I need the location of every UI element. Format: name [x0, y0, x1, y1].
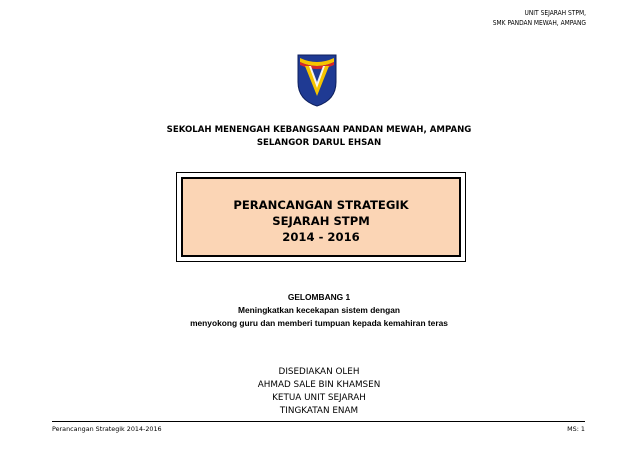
wave-line-2: menyokong guru dan memberi tumpuan kepada kemahiran teras: [190, 318, 448, 328]
title-line-3: 2014 - 2016: [282, 230, 360, 244]
school-name: SEKOLAH MENENGAH KEBANGSAAN PANDAN MEWAH, AMPANG: [166, 125, 472, 135]
school-crest-logo: [296, 52, 338, 108]
footer-page-number: MS: 1: [567, 425, 585, 433]
prepared-by-label: DISEDIAKAN OLEH: [278, 367, 360, 377]
wave-title: GELOMBANG 1: [287, 292, 351, 302]
prepared-by-role: KETUA UNIT SEJARAH: [272, 393, 366, 403]
school-state: SELANGOR DARUL EHSAN: [256, 138, 382, 148]
wave-line-1: Meningkatkan kecekapan sistem dengan: [238, 305, 400, 315]
title-box-inner: [181, 177, 461, 257]
header-school: SMK PANDAN MEWAH, AMPANG: [492, 19, 586, 27]
footer-divider: [52, 421, 585, 422]
title-line-2: SEJARAH STPM: [272, 214, 370, 228]
header-unit: UNIT SEJARAH STPM,: [524, 9, 586, 17]
prepared-by-level: TINGKATAN ENAM: [279, 406, 359, 416]
prepared-by-name: AHMAD SALE BIN KHAMSEN: [257, 380, 381, 390]
page-header: [493, 8, 586, 28]
footer-document-title: Perancangan Strategik 2014-2016: [52, 425, 162, 433]
title-line-1: PERANCANGAN STRATEGIK: [233, 198, 409, 212]
title-box: [176, 172, 466, 262]
